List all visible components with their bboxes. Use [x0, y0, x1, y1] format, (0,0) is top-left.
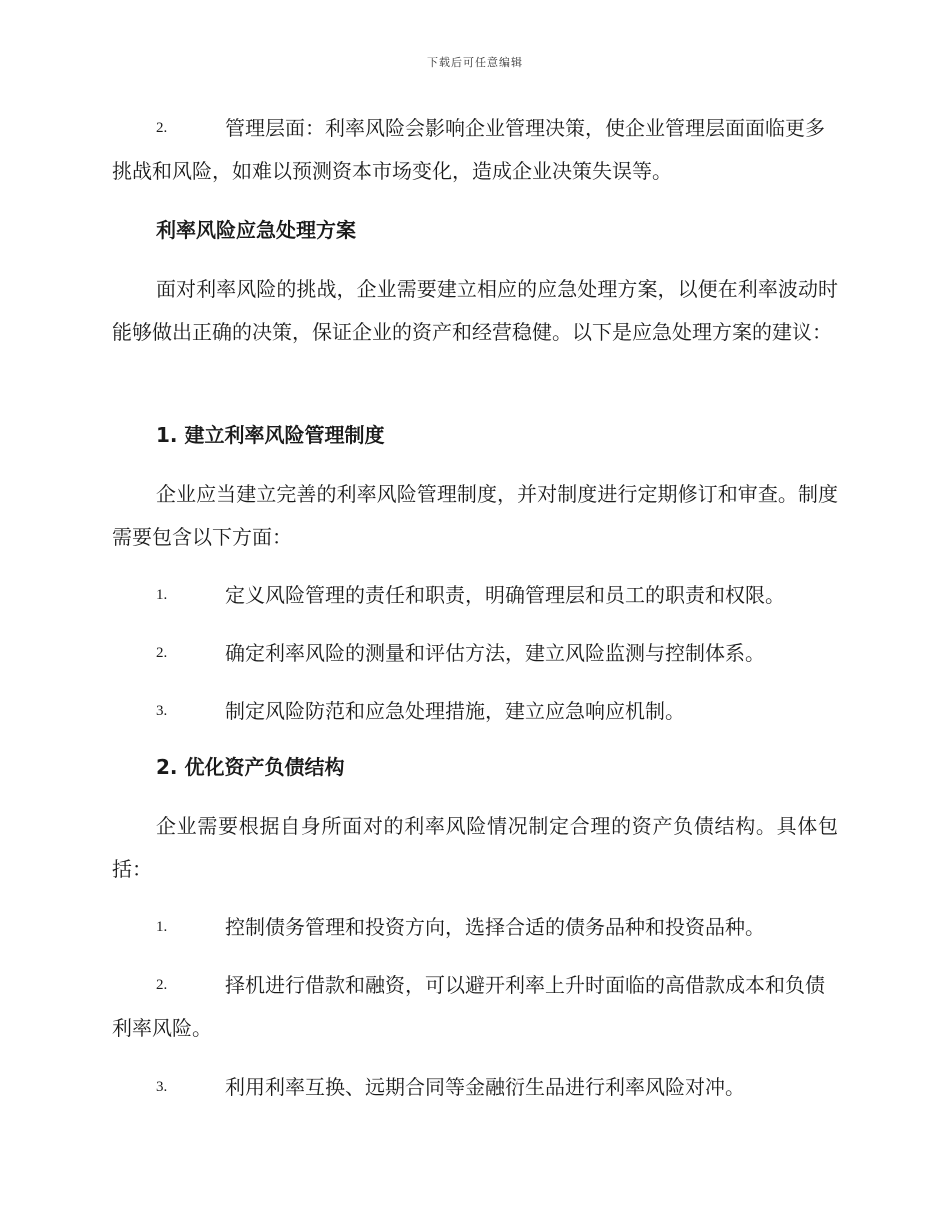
subsection-1-intro: 企业应当建立完善的利率风险管理制度，并对制度进行定期修订和审查。制度需要包含以下方面：: [112, 482, 838, 549]
list-item-text: 管理层面：利率风险会影响企业管理决策，使企业管理层面面临更多挑战和风险，如难以预测资本市场变化，造成企业决策失误等。: [112, 116, 825, 183]
list-item: [112, 632, 838, 675]
subsection-2-intro: 企业需要根据自身所面对的利率风险情况制定合理的资产负债结构。具体包括：: [112, 814, 838, 881]
list-item-number: 3.: [156, 1079, 168, 1095]
subsection-title-1: 1. 建立利率风险管理制度: [156, 423, 385, 447]
list-item-number: 2.: [156, 645, 168, 661]
list-item: [112, 964, 838, 1050]
list-item-number: 3.: [156, 703, 168, 719]
list-item: [112, 107, 838, 193]
list-item-text: 利用利率互换、远期合同等金融衍生品进行利率风险对冲。: [225, 1075, 745, 1099]
list-item: [112, 690, 838, 733]
list-item-text: 控制债务管理和投资方向，选择合适的债务品种和投资品种。: [225, 915, 765, 939]
list-item-text: 定义风险管理的责任和职责，明确管理层和员工的职责和权限。: [225, 583, 785, 607]
list-item-number: 1.: [156, 919, 168, 935]
section-title: 利率风险应急处理方案: [156, 218, 356, 242]
list-item: [112, 574, 838, 617]
intro-paragraph: 面对利率风险的挑战，企业需要建立相应的应急处理方案，以便在利率波动时能够做出正确的决策，保证企业的资产和经营稳健。以下是应急处理方案的建议：: [112, 277, 838, 344]
list-item-text: 确定利率风险的测量和评估方法，建立风险监测与控制体系。: [225, 641, 765, 665]
list-item: [112, 906, 838, 949]
list-item-number: 1.: [156, 587, 168, 603]
page-header: 下载后可任意编辑: [427, 56, 523, 69]
list-item: [112, 1066, 838, 1109]
list-item-text: 制定风险防范和应急处理措施，建立应急响应机制。: [225, 699, 685, 723]
list-item-number: 2.: [156, 977, 168, 993]
list-item-number: 2.: [156, 120, 168, 136]
list-item-text: 择机进行借款和融资，可以避开利率上升时面临的高借款成本和负债利率风险。: [112, 973, 825, 1040]
subsection-title-2: 2. 优化资产负债结构: [156, 755, 345, 779]
